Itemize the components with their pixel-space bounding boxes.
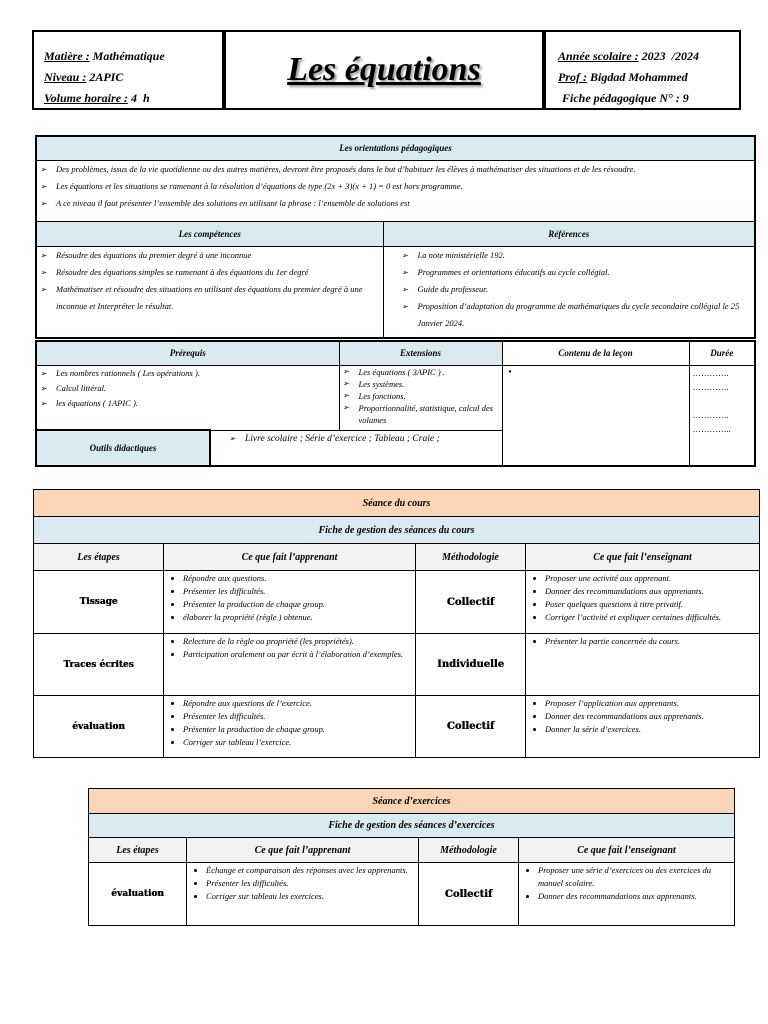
methodologie-cell: Collectif [416,696,526,758]
extensions-heading: Extensions [339,341,502,365]
list-item: • Relecture de la règle ou propriété (les propriétés). [183,635,412,648]
duree-value: …………. [692,409,729,420]
contenu-body [502,365,689,466]
col-enseignant: Ce que fait l’enseignant [519,838,735,863]
page-title: Les équations [287,51,481,88]
col-etapes: Les étapes [89,838,187,863]
table-row [34,634,760,696]
volume-row [44,88,222,109]
extension-item: ➢ Les équations ( 3APIC ) . [343,366,499,378]
list-item: • élaborer la propriété (règle ) obtenue. [183,611,412,624]
reference-item: ➢ La note ministérielle 192. [402,247,752,264]
duree-value: ………….. [692,423,731,434]
orientations-heading: Les orientations pédagogiques [36,136,755,160]
niveau-row [44,67,222,88]
prerequis-item: ➢ Calcul littéral. [40,381,336,396]
table-row [89,863,735,926]
cours-subtitle: Fiche de gestion des séances du cours [34,517,760,544]
header-right-box [544,30,741,110]
apprenant-cell [164,571,416,634]
col-etapes: Les étapes [34,544,164,571]
list-item: • Répondre aux questions de l’exercice. [183,697,412,710]
enseignant-cell [526,634,760,696]
col-methodologie: Méthodologie [416,544,526,571]
orientations-table [35,135,756,339]
prerequis-heading: Prérequis [36,341,339,365]
enseignant-cell [519,863,735,926]
extension-item: ➢ Les fonctions. [343,390,499,402]
list-item: • Proposer une série d’exercices ou des exercices du manuel scolaire. [538,864,731,890]
list-item: • Donner des recommandations aux apprenants. [538,890,731,903]
orientation-item: ➢ A ce niveau il faut présenter l’ensemble des solutions en utilisant la phrase : l’ensemble de solutions est [40,195,751,212]
list-item: • Présenter la production de chaque group. [183,598,412,611]
prof-value: Bigdad Mohammed [590,70,688,84]
list-item: • Présenter les difficultés. [183,585,412,598]
exercices-subtitle: Fiche de gestion des séances d’exercices [89,814,735,838]
etape-cell: Tissage [34,571,164,634]
list-item: • Donner des recommandations aux apprenants. [545,710,756,723]
matiere-label: Matière : [44,49,90,63]
competence-item: ➢ Résoudre des équations simples se ramenant à des équations du 1er degré [40,264,380,281]
references-body [383,246,755,338]
extension-item: ➢ Proportionnalité, statistique, calcul des volumes [343,402,499,426]
references-heading: Références [383,221,755,246]
apprenant-cell [164,696,416,758]
enseignant-cell [526,571,760,634]
contenu-bullet: ▪ [508,365,512,376]
list-item: • Répondre aux questions. [183,572,412,585]
reference-item: ➢ Programmes et orientations éducatifs au cycle collégial. [402,264,752,281]
references-list [402,247,752,332]
fiche-value: 9 [682,91,689,105]
outils-body [210,430,502,466]
cours-title: Séance du cours [34,490,760,517]
duree-body [689,365,755,466]
prof-label: Prof : [558,70,587,84]
volume-label: Volume horaire : [44,91,129,105]
outils-list [229,433,499,445]
col-apprenant: Ce que fait l’apprenant [164,544,416,571]
list-item: • Participation oralement ou par écrit à l’élaboration d’exemples. [183,648,412,661]
reference-item: ➢ Proposition d’adaptation du programme de mathématiques du cycle secondaire collégial le 25 Janvier 2024. [402,298,752,332]
prerequis-table [35,340,756,467]
matiere-value: Mathématique [92,49,165,63]
prerequis-list [40,366,336,411]
competences-heading: Les compétences [36,221,383,246]
etape-cell: Traces écrites [34,634,164,696]
header-title-box [224,30,544,110]
methodologie-cell: Individuelle [416,634,526,696]
annee-row [558,46,739,67]
col-enseignant: Ce que fait l’enseignant [526,544,760,571]
orientations-body [36,160,755,221]
contenu-heading: Contenu de la leçon [502,341,689,365]
prof-row [558,67,739,88]
list-item: • Présenter les difficultés. [183,710,412,723]
prerequis-body [36,365,339,430]
list-item: • Poser quelques questions à titre privatif. [545,598,756,611]
matiere-row [44,46,222,67]
list-item: • Présenter la production de chaque group. [183,723,412,736]
list-item: • Proposer l’application aux apprenants. [545,697,756,710]
competence-item: ➢ Résoudre des équations du premier degré à une inconnue [40,247,380,264]
list-item: • Présenter la partie concernée du cours. [545,635,756,648]
col-apprenant: Ce que fait l’apprenant [187,838,419,863]
duree-value: …………. [692,367,729,378]
exercices-title: Séance d’exercices [89,789,735,814]
prerequis-item: ➢ les équations ( 1APIC ). [40,396,336,411]
annee-label: Année scolaire : [558,49,639,63]
list-item: • Échange et comparaison des réponses avec les apprenants. [206,864,415,877]
exercices-table [88,788,735,926]
competence-item: ➢ Mathématiser et résoudre des situations en utilisant des équations du premier degré à une inconnue et Interpréter le résultat. [40,281,380,315]
orientations-list [40,161,751,212]
duree-heading: Durée [689,341,755,365]
orientation-item: ➢ Les équations et les situations se ramenant à la résolution d’équations de type (2x + 3)(x + 1) = 0 est hors programme. [40,178,751,195]
etape-cell: évaluation [34,696,164,758]
etape-cell: évaluation [89,863,187,926]
list-item: • Corriger sur tableau les exercices. [206,890,415,903]
apprenant-cell [164,634,416,696]
competences-list [40,247,380,315]
duree-value: …………. [692,381,729,392]
extensions-list [343,366,499,426]
niveau-label: Niveau : [44,70,87,84]
table-row [34,571,760,634]
list-item: • Proposer une activité aux apprenant. [545,572,756,585]
methodologie-cell: Collectif [419,863,519,926]
niveau-value: 2APIC [89,70,124,84]
volume-value: 4 h [131,91,150,105]
list-item: • Présenter les difficultés. [206,877,415,890]
fiche-row [558,88,739,109]
list-item: • Corriger sur tableau l’exercice. [183,736,412,749]
outils-label: Outils didactiques [36,430,210,466]
extensions-body [339,365,502,430]
outils-value: ➢ Livre scolaire ; Série d’exercice ; Tableau ; Craie ; [229,433,499,445]
list-item: • Donner la série d’exercices. [545,723,756,736]
list-item: • Donner des recommandations aux apprenants. [545,585,756,598]
table-row [34,696,760,758]
cours-table [33,489,760,758]
reference-item: ➢ Guide du professeur. [402,281,752,298]
apprenant-cell [187,863,419,926]
extension-item: ➢ Les systèmes. [343,378,499,390]
competences-body [36,246,383,338]
enseignant-cell [526,696,760,758]
fiche-label: Fiche pédagogique N° : [562,91,680,105]
orientation-item: ➢ Des problèmes, issus de la vie quotidienne ou des autres matières, devront être proposés dans le but d’habituer les élèves à mathématiser des situations et de les résoudre. [40,161,751,178]
annee-value: 2023 /2024 [641,49,700,63]
col-methodologie: Méthodologie [419,838,519,863]
list-item: • Corriger l’activité et expliquer certaines difficultés. [545,611,756,624]
prerequis-item: ➢ Les nombres rationnels ( Les opérations ). [40,366,336,381]
methodologie-cell: Collectif [416,571,526,634]
header-left-box [32,30,224,110]
